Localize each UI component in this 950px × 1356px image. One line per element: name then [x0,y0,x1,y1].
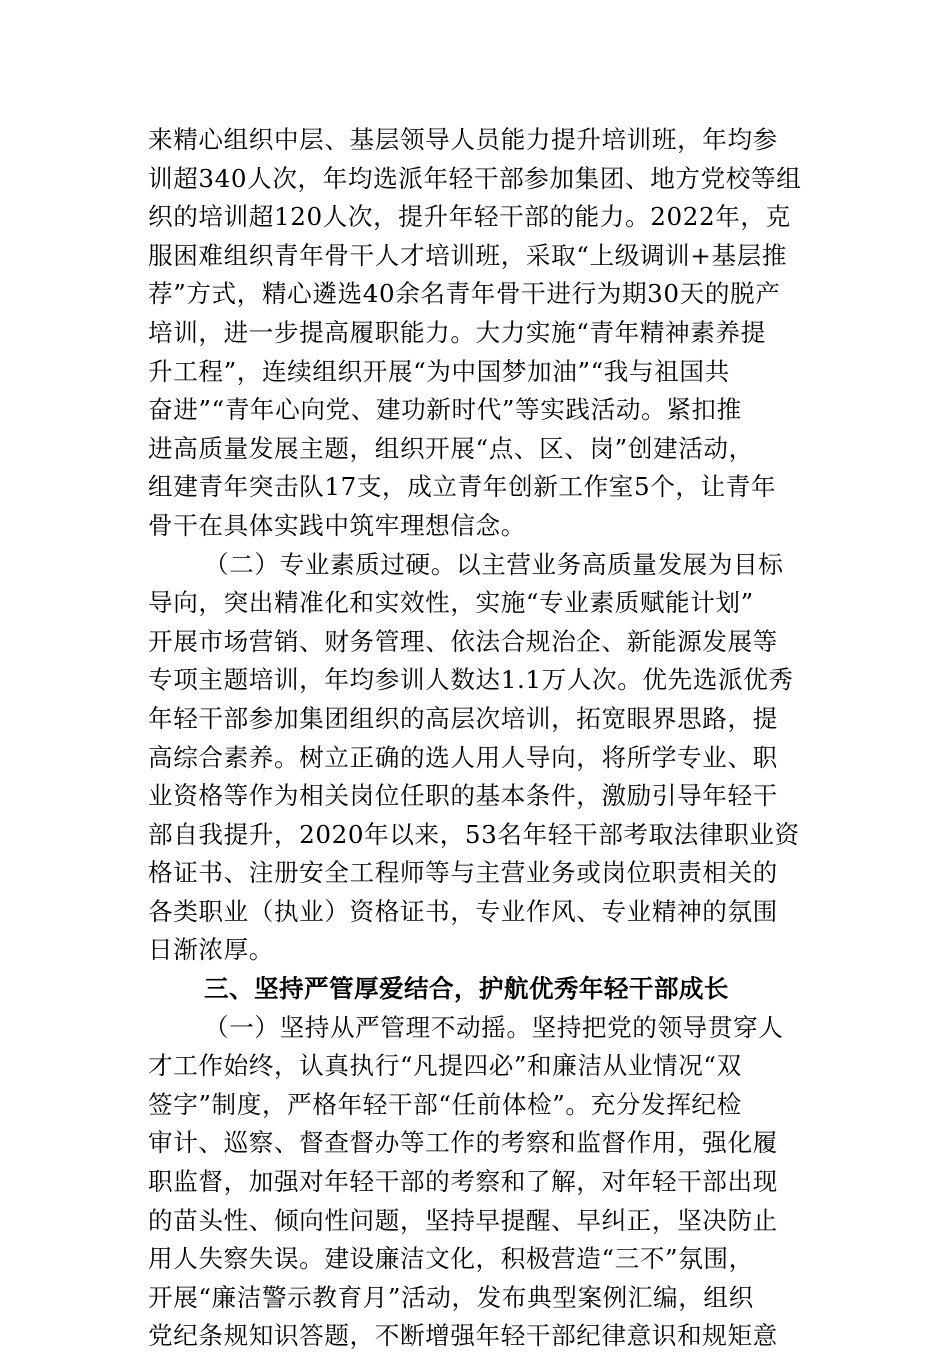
text-line: 开展“廉洁警示教育月”活动，发布典型案例汇编，组织 [148,1282,754,1312]
subsection-heading-line: （二）专业素质过硬。以主营业务高质量发展为目标 [204,549,784,579]
text-line: 专项主题培训，年均参训人数达1.1万人次。优先选派优秀 [148,665,794,695]
text-line: 年轻干部参加集团组织的高层次培训，拓宽眼界思路，提 [148,703,778,733]
text-line: 签字”制度，严格年轻干部“任前体检”。充分发挥纪检 [148,1089,742,1119]
text-line: 高综合素养。树立正确的选人用人导向，将所学专业、职 [148,742,778,772]
section-heading: 三、坚持严管厚爱结合，护航优秀年轻干部成长 [204,974,729,1004]
text-line: 培训，进一步提高履职能力。大力实施“青年精神素养提 [148,317,766,347]
text-line: 进高质量发展主题，组织开展“点、区、岗”创建活动， [148,433,754,463]
text-line: 开展市场营销、财务管理、依法合规治企、新能源发展等 [148,626,778,656]
text-line: 奋进”“青年心向党、建功新时代”等实践活动。紧扣推 [148,395,742,425]
text-line: 导向，突出精准化和实效性，实施“专业素质赋能计划” [148,588,754,618]
text-line: 服困难组织青年骨干人才培训班，采取“上级调训+基层推 [148,240,788,270]
text-line: 训超340人次，年均选派年轻干部参加集团、地方党校等组 [148,163,802,193]
text-line: 审计、巡察、督查督办等工作的考察和监督作用，强化履 [148,1128,778,1158]
text-line: 部自我提升，2020年以来，53名年轻干部考取法律职业资 [148,819,800,849]
text-line: 的苗头性、倾向性问题，坚持早提醒、早纠正，坚决防止 [148,1205,778,1235]
body-text [148,121,808,1356]
text-line: 荐”方式，精心遴选40余名青年骨干进行为期30天的脱产 [148,279,781,309]
text-line: 业资格等作为相关岗位任职的基本条件，激励引导年轻干 [148,781,778,811]
text-line: 党纪条规知识答题，不断增强年轻干部纪律意识和规矩意 [148,1321,778,1351]
text-line: 来精心组织中层、基层领导人员能力提升培训班，年均参 [148,125,778,154]
text-line: 骨干在具体实践中筑牢理想信念。 [148,510,526,540]
text-line: 用人失察失误。建设廉洁文化，积极营造“三不”氛围， [148,1244,754,1274]
text-line: 组建青年突击队17支，成立青年创新工作室5个，让青年 [148,472,777,502]
text-line: 织的培训超120人次，提升年轻干部的能力。2022年，克 [148,202,791,232]
subsection-heading-line: （一）坚持从严管理不动摇。坚持把党的领导贯穿人 [204,1012,784,1042]
text-line: 格证书、注册安全工程师等与主营业务或岗位职责相关的 [148,858,778,888]
text-line: 各类职业（执业）资格证书，专业作风、专业精神的氛围 [148,896,778,926]
text-line: 职监督，加强对年轻干部的考察和了解，对年轻干部出现 [148,1167,778,1197]
text-line: 升工程”，连续组织开展“为中国梦加油”“我与祖国共 [148,356,730,386]
text-line: 日渐浓厚。 [148,935,274,965]
text-line: 才工作始终，认真执行“凡提四必”和廉洁从业情况“双 [148,1051,742,1081]
